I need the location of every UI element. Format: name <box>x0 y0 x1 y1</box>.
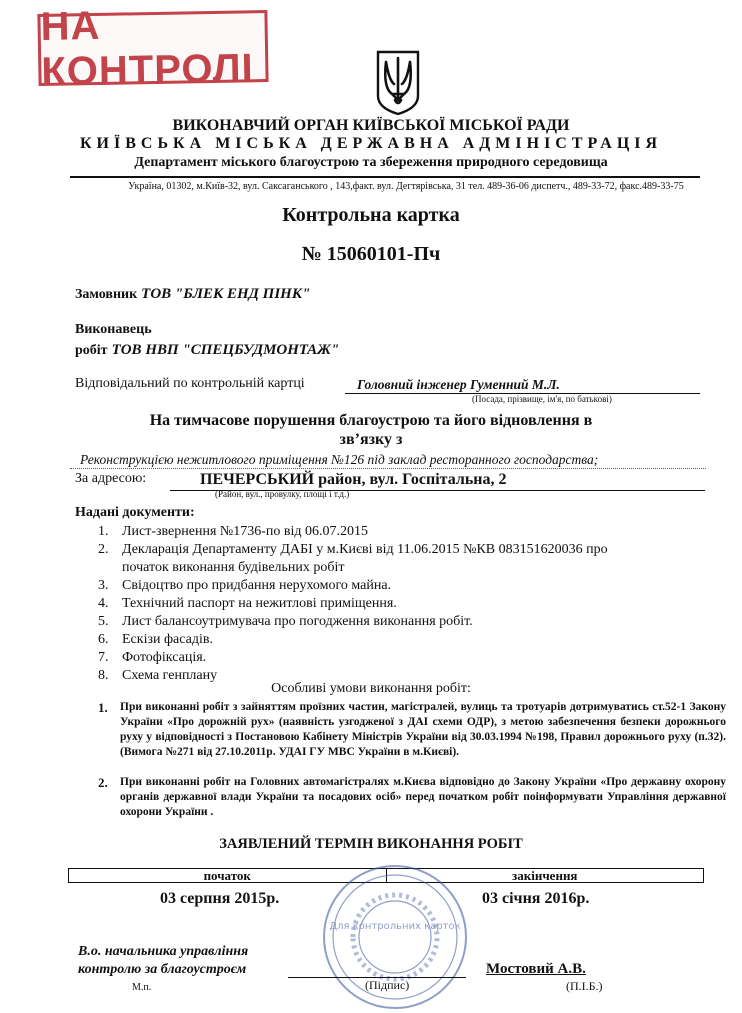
na-kontroli-stamp: НА КОНТРОЛІ <box>37 10 268 86</box>
term-start-label: початок <box>69 869 387 882</box>
documents-label: Надані документи: <box>75 505 195 520</box>
signer-name-hint: (П.І.Б.) <box>566 979 603 993</box>
list-item: 7. Фотофіксація. <box>98 650 207 665</box>
coat-of-arms-icon <box>375 50 421 116</box>
list-item: 2. Декларація Департаменту ДАБІ у м.Києві від 11.06.2015 №КВ 083151620036 про початок виконання будівельних робіт <box>98 542 608 575</box>
list-item: 3. Свідоцтво про придбання нерухомого майна. <box>98 578 392 593</box>
conditions-title: Особливі умови виконання робіт: <box>271 681 471 696</box>
stamp-place-label: М.п. <box>132 982 152 993</box>
location-line <box>170 471 705 491</box>
responsible-label: Відповідальний по контрольній картці <box>75 376 305 391</box>
round-stamp-center-text: Для контрольних карток <box>329 921 461 932</box>
contractor-row <box>75 341 339 359</box>
location-value: ПЕЧЕРСЬКИЙ район, вул. Госпітальна, 2 <box>200 471 507 488</box>
term-title: ЗАЯВЛЕНИЙ ТЕРМІН ВИКОНАННЯ РОБІТ <box>219 836 523 852</box>
location-hint: (Район, вул., провулку, площі і т.д.) <box>215 489 350 499</box>
list-item: 8. Схема генплану <box>98 668 218 683</box>
responsible-value: Головний інженер Гуменний М.Л. <box>357 377 560 392</box>
header-administration: КИЇВСЬКА МІСЬКА ДЕРЖАВНА АДМІНІСТРАЦІЯ <box>79 135 663 152</box>
subject-reason: Реконструкцією нежитлового приміщення №126 під заклад ресторанного господарства; <box>70 452 706 469</box>
list-item: 6. Ескізи фасадів. <box>98 632 213 647</box>
customer-label: Замовник <box>75 287 138 302</box>
contractor-value: ТОВ НВП "СПЕЦБУДМОНТАЖ" <box>111 342 340 358</box>
customer-value: ТОВ "БЛЕК ЕНД ПІНК" <box>141 286 311 302</box>
header-department: Департамент міського благоустрою та збереження природного середовища <box>134 155 608 170</box>
header-address: Україна, 01302, м.Київ-32, вул. Саксаганського , 143,факт. вул. Дегтярівська, 31 тел. 489-36-06 диспетч., 489-33-72, факс.489-33-75 <box>128 181 684 192</box>
signature-hint: (Підпис) <box>365 978 410 992</box>
list-item: 4. Технічний паспорт на нежитлові приміщення. <box>98 596 397 611</box>
documents-list <box>98 523 698 685</box>
condition-item: 2. При виконанні робіт на Головних автомагістралях м.Києва відповідно до Закону України «Про державну охорону органів державної влади України та посадових осіб» перед початком робіт поінформувати Управління державної охорони України . <box>98 775 726 818</box>
responsible-hint: (Посада, прізвище, ім'я, по батькові) <box>472 394 612 404</box>
contractor-label: Виконавець <box>75 322 152 337</box>
contractor-label-works: робіт <box>75 343 108 358</box>
customer-row <box>75 285 310 303</box>
term-end-date: 03 січня 2016р. <box>482 890 590 907</box>
header-council: ВИКОНАВЧИЙ ОРГАН КИЇВСЬКОЇ МІСЬКОЇ РАДИ <box>172 117 570 134</box>
responsible-line <box>345 376 700 394</box>
list-item: 5. Лист балансоутримувача про погодження виконання робіт. <box>98 614 473 629</box>
signer-role-line1: В.о. начальника управління <box>78 944 249 959</box>
list-item: 1. Лист-звернення №1736-по від 06.07.2015 <box>98 524 369 539</box>
term-end-label: закінчення <box>512 868 578 883</box>
condition-item: 1. При виконанні робіт з зайняттям проїзних частин, магістралей, вулиць та тротуарів дотримуватись ст.52-1 Закону України «Про дорожній рух» (наявність узгодженої з ДАІ схеми ОДР), з метою забезпечення безпеки дорожнього руху у відповідності з Постановою Кабінету Міністрів України від 30.03.1994 №198, Правил дорожнього руху (п.32). (Вимога №271 від 27.10.2011р. УДАІ ГУ МВС України в м.Києві). <box>98 700 726 758</box>
subject-line2: зв’язку з <box>339 431 403 448</box>
header-divider <box>70 176 700 178</box>
card-number: № 15060101-Пч <box>301 243 441 265</box>
term-start-date: 03 серпня 2015р. <box>160 890 280 907</box>
signer-name: Мостовий А.В. <box>486 961 586 977</box>
signer-role-line2: контролю за благоустроєм <box>78 962 247 977</box>
location-label: За адресою: <box>75 471 147 486</box>
subject-line1: На тимчасове порушення благоустрою та його відновлення в <box>149 412 593 429</box>
page-title: Контрольна картка <box>282 204 460 226</box>
